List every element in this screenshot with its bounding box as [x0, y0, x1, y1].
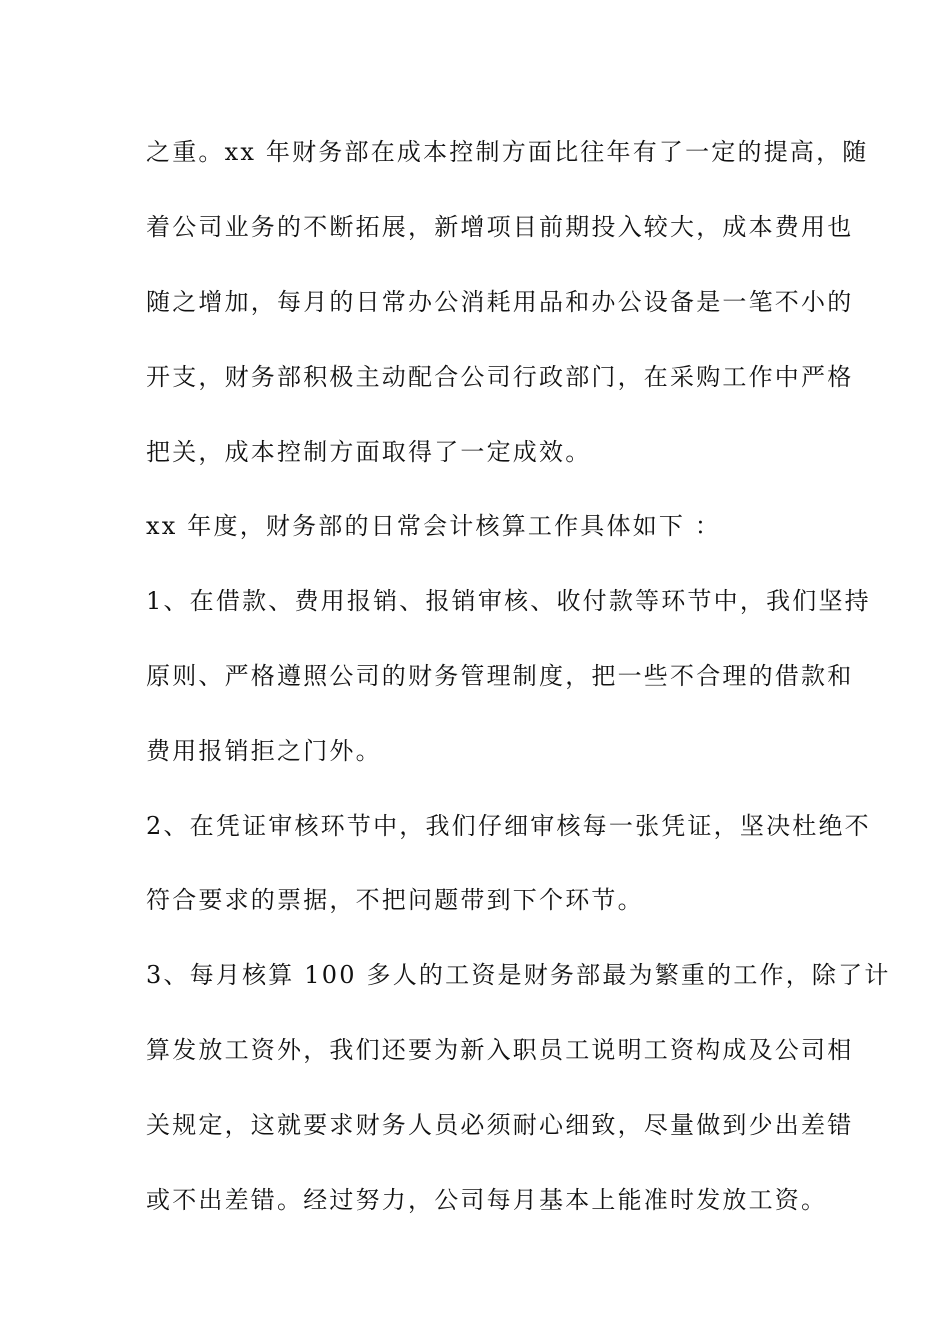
text-line: 算发放工资外，我们还要为新入职员工说明工资构成及公司相 — [146, 1036, 854, 1064]
text-line: 1、在借款、费用报销、报销审核、收付款等环节中，我们坚持 — [146, 587, 871, 615]
text-line: 把关，成本控制方面取得了一定成效。 — [146, 438, 592, 466]
text-line: 原则、严格遵照公司的财务管理制度，把一些不合理的借款和 — [146, 662, 854, 690]
text-line: 开支，财务部积极主动配合公司行政部门，在采购工作中严格 — [146, 363, 854, 391]
text-line: 随之增加，每月的日常办公消耗用品和办公设备是一笔不小的 — [146, 288, 854, 316]
text-line: 3、每月核算 100 多人的工资是财务部最为繁重的工作，除了计 — [146, 961, 891, 989]
text-line: xx 年度，财务部的日常会计核算工作具体如下 ： — [146, 512, 722, 540]
text-line: 着公司业务的不断拓展，新增项目前期投入较大，成本费用也 — [146, 213, 854, 241]
text-line: 费用报销拒之门外。 — [146, 737, 382, 765]
text-line: 之重。xx 年财务部在成本控制方面比往年有了一定的提高，随 — [146, 138, 869, 166]
text-line: 关规定，这就要求财务人员必须耐心细致，尽量做到少出差错 — [146, 1111, 854, 1139]
text-line: 符合要求的票据，不把问题带到下个环节。 — [146, 886, 644, 914]
text-line: 或不出差错。经过努力，公司每月基本上能准时发放工资。 — [146, 1186, 828, 1214]
text-line: 2、在凭证审核环节中，我们仔细审核每一张凭证，坚决杜绝不 — [146, 812, 871, 840]
